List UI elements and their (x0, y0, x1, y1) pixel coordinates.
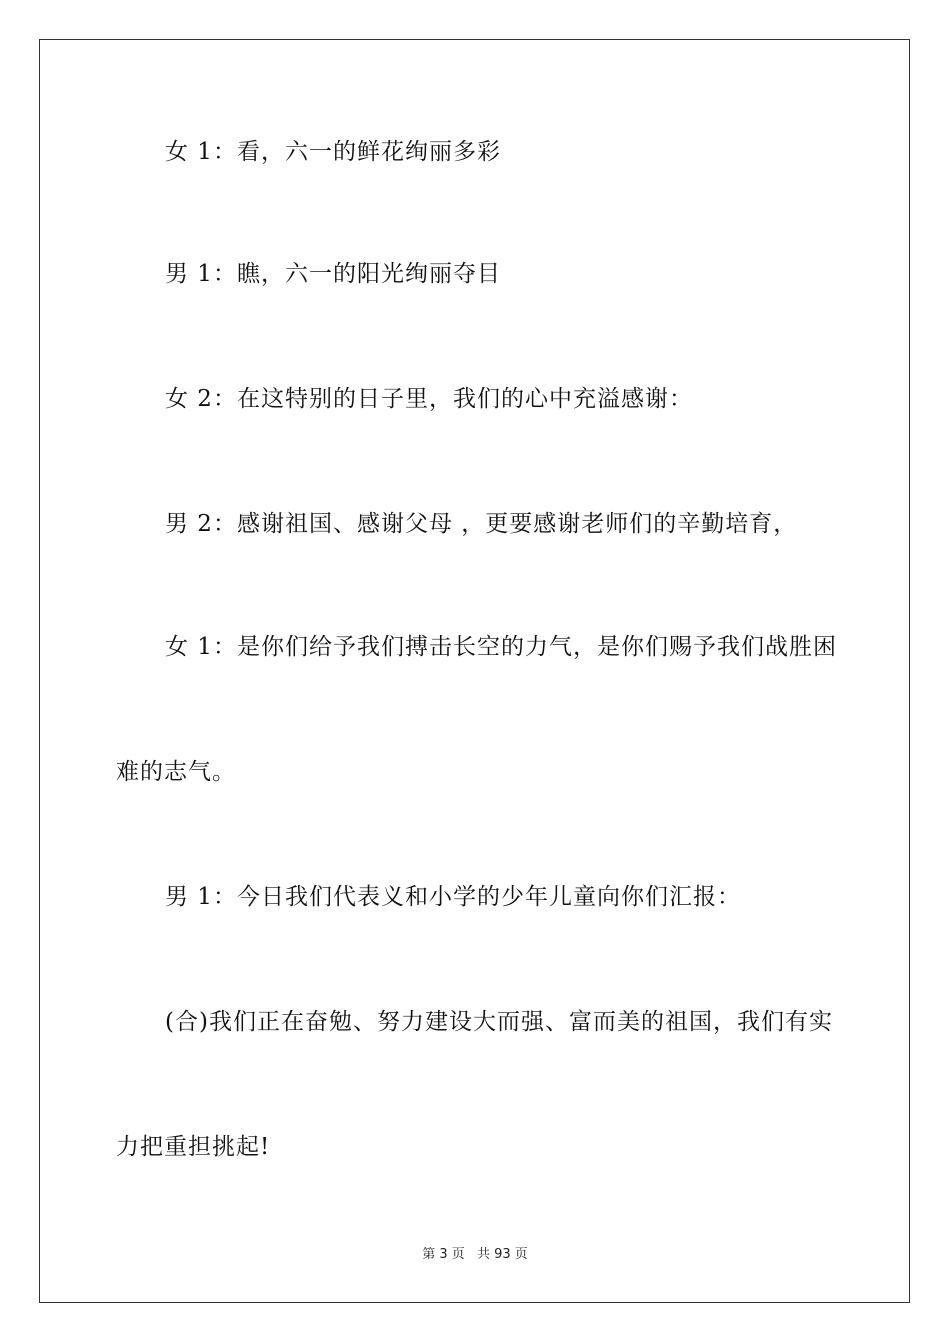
page-border (39, 39, 910, 1303)
paragraph-female1-line2: 女 1：是你们给予我们搏击长空的力气，是你们赐予我们战胜困 (165, 634, 837, 660)
paragraph-female1-line2-continued: 难的志气。 (116, 759, 236, 785)
total-pages: 共 93 页 (476, 1247, 528, 1262)
page-number: 第 3 页 (422, 1247, 465, 1262)
page-footer (0, 1247, 950, 1263)
paragraph-chorus: (合)我们正在奋勉、努力建设大而强、富而美的祖国，我们有实 (165, 1009, 833, 1035)
paragraph-male1-line1: 男 1：瞧，六一的阳光绚丽夺目 (165, 261, 501, 287)
paragraph-female2: 女 2：在这特别的日子里，我们的心中充溢感谢： (165, 386, 693, 412)
paragraph-female1-line1: 女 1：看，六一的鲜花绚丽多彩 (165, 139, 501, 165)
paragraph-male1-line2: 男 1：今日我们代表义和小学的少年儿童向你们汇报： (165, 884, 741, 910)
paragraph-chorus-continued: 力把重担挑起! (116, 1134, 271, 1160)
paragraph-male2: 男 2：感谢祖国、感谢父母 ，更要感谢老师们的辛勤培育， (165, 511, 798, 537)
